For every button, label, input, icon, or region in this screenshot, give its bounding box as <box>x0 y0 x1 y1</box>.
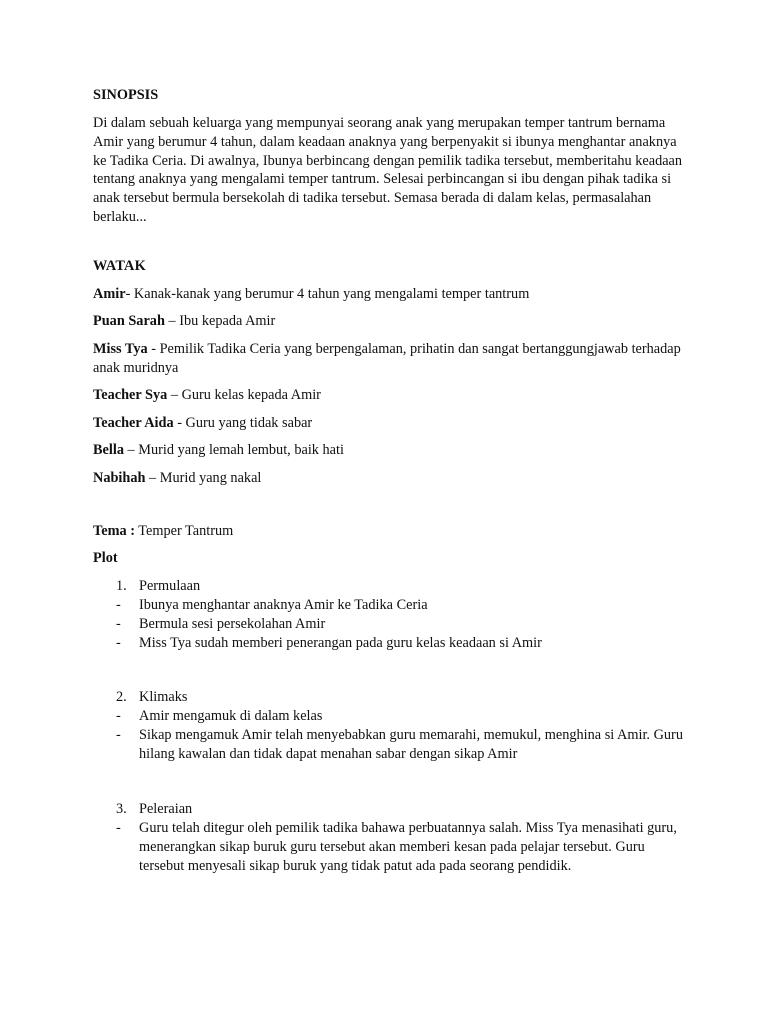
character-name: Amir <box>93 285 126 302</box>
character-name: Miss Tya <box>93 340 148 357</box>
plot-sections <box>93 577 683 876</box>
character-teacher-aida <box>93 414 683 433</box>
bullet-marker: - <box>116 615 121 632</box>
character-name: Puan Sarah <box>93 313 165 330</box>
bullet-marker: - <box>116 596 121 613</box>
tema-value: Temper Tantrum <box>134 522 234 539</box>
character-nabihah <box>93 469 683 488</box>
section-title-row <box>93 577 683 596</box>
character-desc: - Pemilik Tadika Ceria yang berpengalaman, prihatin dan sangat bertanggungjawab terhadap anak muridnya <box>93 340 681 376</box>
document-page <box>93 86 683 876</box>
section-number: 3. <box>116 800 127 817</box>
list-item <box>93 726 683 764</box>
watak-heading: WATAK <box>93 257 146 274</box>
character-miss-tya <box>93 340 683 377</box>
character-name: Nabihah <box>93 469 146 486</box>
bullet-marker: - <box>116 707 121 724</box>
character-bella <box>93 441 683 460</box>
character-name: Teacher Sya <box>93 387 168 404</box>
list-item-text: Miss Tya sudah memberi penerangan pada guru kelas keadaan si Amir <box>139 634 542 651</box>
character-desc: – Guru kelas kepada Amir <box>167 387 321 404</box>
list-item-text: Sikap mengamuk Amir telah menyebabkan guru memarahi, memukul, menghina si Amir. Guru hilang kawalan dan tidak dapat menahan sabar dengan sikap Amir <box>139 726 683 762</box>
tema-label: Tema : <box>93 522 135 539</box>
section-title: Permulaan <box>139 577 201 594</box>
character-name: Bella <box>93 442 124 459</box>
character-desc: - Kanak-kanak yang berumur 4 tahun yang mengalami temper tantrum <box>125 285 530 302</box>
section-title-row <box>93 688 683 707</box>
bullet-marker: - <box>116 819 121 836</box>
synopsis-text: Di dalam sebuah keluarga yang mempunyai seorang anak yang merupakan temper tantrum bernama Amir yang berumur 4 tahun, dalam keadaan anaknya yang berpenyakit si ibunya menghantar anaknya ke Tadika Ceria. Di awalnya, Ibunya berbincang dengan pemilik tadika tersebut, memberitahu keadaan tentang anaknya yang mengalami temper tantrum. Selesai perbincangan si ibu dengan pihak tadika si anak tersebut bermula bersekolah di tadika tersebut. Semasa berada di dalam kelas, permasalahan berlaku... <box>93 115 683 225</box>
bullet-marker: - <box>116 726 121 743</box>
list-item-text: Ibunya menghantar anaknya Amir ke Tadika Ceria <box>139 596 428 613</box>
character-amir <box>93 285 683 304</box>
section-number: 2. <box>116 688 127 705</box>
plot-section-permulaan <box>93 577 683 653</box>
list-item <box>93 615 683 634</box>
list-item-text: Bermula sesi persekolahan Amir <box>139 615 326 632</box>
plot-section-peleraian <box>93 800 683 876</box>
character-desc: – Murid yang lemah lembut, baik hati <box>123 442 344 459</box>
list-item <box>93 707 683 726</box>
character-desc: – Murid yang nakal <box>145 469 262 486</box>
list-item <box>93 819 683 876</box>
character-desc: - Guru yang tidak sabar <box>173 414 313 431</box>
section-title-row <box>93 800 683 819</box>
plot-section-klimaks <box>93 688 683 764</box>
list-item-text: Guru telah ditegur oleh pemilik tadika bahawa perbuatannya salah. Miss Tya menasihati guru, menerangkan sikap buruk guru tersebut akan memberi kesan pada pelajar tersebut. Guru tersebut menyesali sikap buruk yang tidak patut ada pada seorang pendidik. <box>139 819 677 874</box>
section-number: 1. <box>116 577 127 594</box>
character-puan-sarah <box>93 312 683 331</box>
character-teacher-sya <box>93 386 683 405</box>
character-desc: – Ibu kepada Amir <box>164 313 276 330</box>
plot-heading: Plot <box>93 549 118 566</box>
bullet-marker: - <box>116 634 121 651</box>
tema-line <box>93 522 683 541</box>
list-item <box>93 596 683 615</box>
character-list <box>93 285 683 488</box>
section-title: Klimaks <box>139 688 188 705</box>
character-name: Teacher Aida <box>93 414 174 431</box>
list-item <box>93 634 683 653</box>
section-title: Peleraian <box>139 800 193 817</box>
synopsis-heading: SINOPSIS <box>93 87 159 103</box>
list-item-text: Amir mengamuk di dalam kelas <box>139 707 323 724</box>
